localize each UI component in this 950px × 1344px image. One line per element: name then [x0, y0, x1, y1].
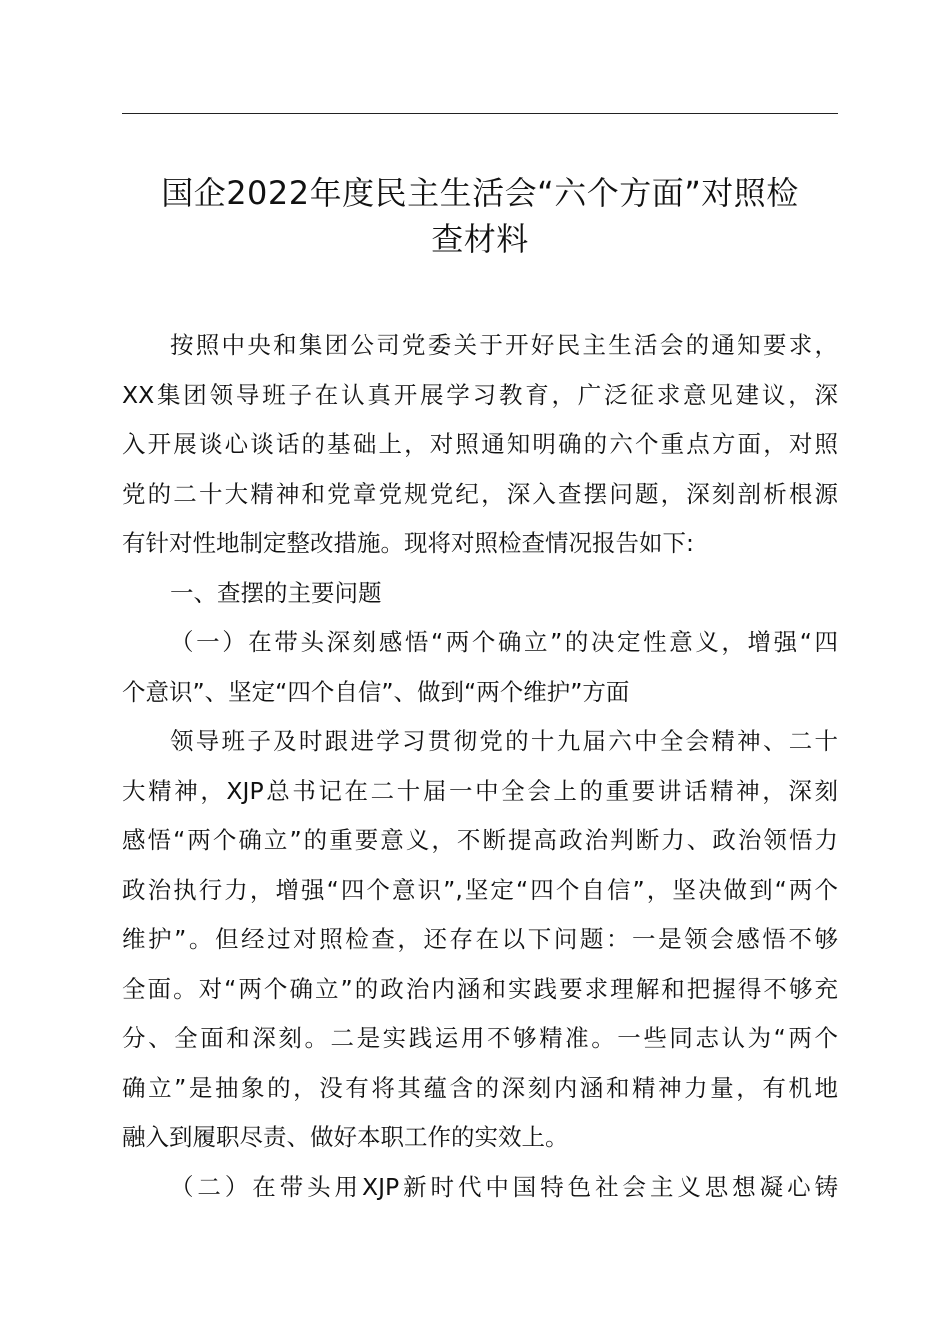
- document-title: [122, 170, 838, 262]
- section-heading: 一、查摆的主要问题: [170, 578, 382, 607]
- subsection-heading-line: （二）在带头用XJP新时代中国特色社会主义思想凝心铸: [170, 1172, 838, 1201]
- paragraph-line: XX集团领导班子在认真开展学习教育，广泛征求意见建议，深: [122, 380, 838, 409]
- paragraph-line: 全面。对“两个确立”的政治内涵和实践要求理解和把握得不够充: [122, 974, 838, 1003]
- paragraph-line: 大精神，XJP总书记在二十届一中全会上的重要讲话精神，深刻: [122, 776, 838, 805]
- paragraph-line: 感悟“两个确立”的重要意义，不断提高政治判断力、政治领悟力: [122, 826, 838, 854]
- paragraph-line: 确立”是抽象的，没有将其蕴含的深刻内涵和精神力量，有机地: [122, 1073, 838, 1102]
- subsection-heading-line: 个意识”、坚定“四个自信”、做到“两个维护”方面: [122, 677, 630, 706]
- paragraph-line: 维护”。但经过对照检查，还存在以下问题：一是领会感悟不够: [122, 925, 838, 953]
- paragraph-line: 有针对性地制定整改措施。现将对照检查情况报告如下:: [122, 529, 694, 557]
- document-body: [122, 321, 838, 1212]
- paragraph-line: 按照中央和集团公司党委关于开好民主生活会的通知要求，: [170, 331, 838, 359]
- paragraph-line: 分、全面和深刻。二是实践运用不够精准。一些同志认为“两个: [122, 1024, 838, 1052]
- paragraph-line: 党的二十大精神和党章党规党纪，深入查摆问题，深刻剖析根源: [122, 479, 838, 508]
- subsection-heading-line: （一）在带头深刻感悟“两个确立”的决定性意义，增强“四: [170, 628, 838, 656]
- paragraph-line: 融入到履职尽责、做好本职工作的实效上。: [122, 1123, 569, 1151]
- header-rule: [122, 113, 838, 114]
- paragraph-line: 政治执行力，增强“四个意识”,坚定“四个自信”，坚决做到“两个: [122, 875, 838, 904]
- title-line: 国企2022年度民主生活会“六个方面”对照检: [161, 174, 799, 212]
- paragraph-line: 领导班子及时跟进学习贯彻党的十九届六中全会精神、二十: [170, 727, 838, 755]
- title-line: 查材料: [431, 220, 529, 258]
- paragraph-line: 入开展谈心谈话的基础上，对照通知明确的六个重点方面，对照: [122, 430, 838, 458]
